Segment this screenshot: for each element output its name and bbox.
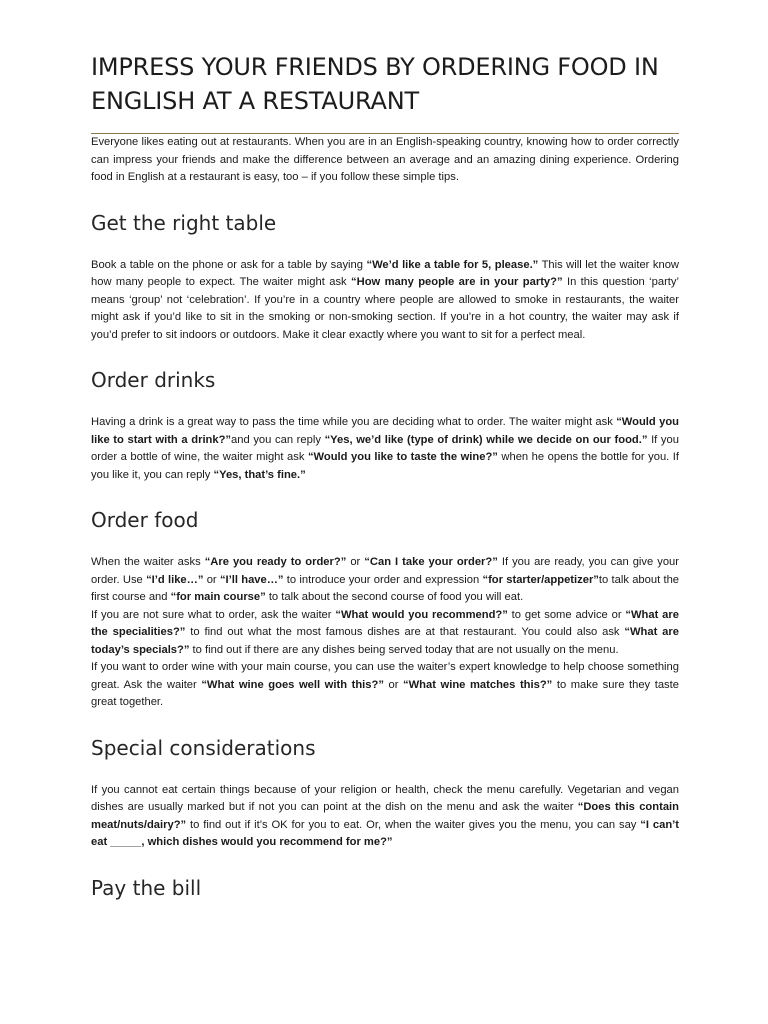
heading-get-the-right-table: Get the right table <box>91 210 277 235</box>
text-run: to get some advice or <box>507 608 626 621</box>
text-run: or <box>203 573 220 586</box>
phrase: “for starter/appetizer” <box>482 573 599 586</box>
phrase: “Can I take your order?” <box>364 556 498 568</box>
special-paragraph <box>91 782 679 852</box>
document-page <box>91 50 679 922</box>
text-run: to talk about the first course and <box>91 573 680 603</box>
food-paragraph-1 <box>91 554 679 607</box>
text-run: to find out what the most famous dishes are at that restaurant. You could also ask <box>185 626 625 638</box>
text-run: Book a table on the phone or ask for a table by saying <box>91 258 367 271</box>
heading-order-drinks: Order drinks <box>91 368 216 392</box>
phrase: “Would you like to start with a drink?” <box>91 416 679 446</box>
phrase: “What wine goes well with this?” <box>201 678 384 691</box>
text-run: If you are not sure what to order, ask the waiter <box>91 608 336 621</box>
text-run: In this question ‘party’ means ‘group’ not ‘celebration’. If you’re in a country where people are allowed to smoke in restaurants, the waiter might ask if you’d like to sit in the smoking or non-smoking section. If you’re in a hot country, the waiter may ask if you’d prefer to sit indoors or outdoors. Make it clear exactly where you want to sit for a perfect meal. <box>91 276 679 341</box>
heading-order-food: Order food <box>91 508 199 532</box>
text-run: When the waiter asks <box>91 556 205 568</box>
phrase: “Yes, we’d like (type of drink) while we decide on our food.” <box>324 433 648 446</box>
text-run: This will let the waiter know how many people to expect. The waiter might ask <box>91 258 679 288</box>
phrase: “for main course” <box>170 591 266 603</box>
intro-paragraph: Everyone likes eating out at restaurants. When you are in an English-speaking country, knowing how to order correctly can impress your friends and make the difference between an average and an amazing dining experience. Ordering food in English at a restaurant is easy, too – if you follow these simple tips. <box>91 136 679 183</box>
phrase: “What are today’s specials?” <box>91 626 679 656</box>
phrase: “Are you ready to order?” <box>204 556 347 568</box>
text-run: If you want to order wine with your main course, you can use the waiter’s expert knowledge to help choose something great. Ask the waiter <box>91 661 679 691</box>
text-run: to find out if it’s OK for you to eat. Or, when the waiter gives you the menu, you can say <box>186 818 641 831</box>
text-run: or <box>346 556 365 568</box>
table-paragraph <box>91 257 679 345</box>
food-paragraph-2 <box>91 607 679 660</box>
phrase: “I can’t eat _____, which dishes would you recommend for me?” <box>91 818 680 848</box>
phrase: “Would you like to taste the wine?” <box>307 451 498 463</box>
phrase: “What are the specialities?” <box>91 608 679 638</box>
phrase: “I’d like…” <box>146 573 204 586</box>
text-run: to talk about the second course of food you will eat. <box>265 591 524 603</box>
heading-special-considerations: Special considerations <box>91 735 316 760</box>
text-run: Having a drink is a great way to pass the time while you are deciding what to order. The waiter might ask <box>91 416 617 428</box>
text-run: If you cannot eat certain things because of your religion or health, check the menu carefully. Vegetarian and vegan dishes are usually marked but if not you can point at the dish on the menu and ask the waiter <box>91 783 679 813</box>
phrase: “What wine matches this?” <box>403 678 553 691</box>
phrase: “What would you recommend?” <box>335 608 508 621</box>
text-run: and you can reply <box>231 433 325 446</box>
phrase: “Yes, that’s fine.” <box>213 468 306 481</box>
page-title: IMPRESS YOUR FRIENDS BY ORDERING FOOD IN ENGLISH AT A RESTAURANT <box>91 53 659 115</box>
food-paragraph-3 <box>91 659 679 712</box>
phrase: “How many people are in your party?” <box>351 276 563 288</box>
drinks-paragraph <box>91 414 679 484</box>
text-run: to find out if there are any dishes being served today that are not usually on the menu. <box>189 643 619 656</box>
text-run: when he opens the bottle for you. If you like it, you can reply <box>91 451 680 481</box>
text-run: If you are ready, you can give your order. Use <box>91 556 679 586</box>
phrase: “We’d like a table for 5, please.” <box>366 258 539 271</box>
phrase: “I’ll have…” <box>219 573 284 586</box>
text-run: to make sure they taste great together. <box>91 678 679 708</box>
phrase: “Does this contain meat/nuts/dairy?” <box>91 801 679 831</box>
heading-pay-the-bill: Pay the bill <box>91 875 202 900</box>
text-run: If you order a bottle of wine, the waiter might ask <box>91 433 679 463</box>
text-run: or <box>383 678 404 691</box>
text-run: to introduce your order and expression <box>283 573 483 586</box>
